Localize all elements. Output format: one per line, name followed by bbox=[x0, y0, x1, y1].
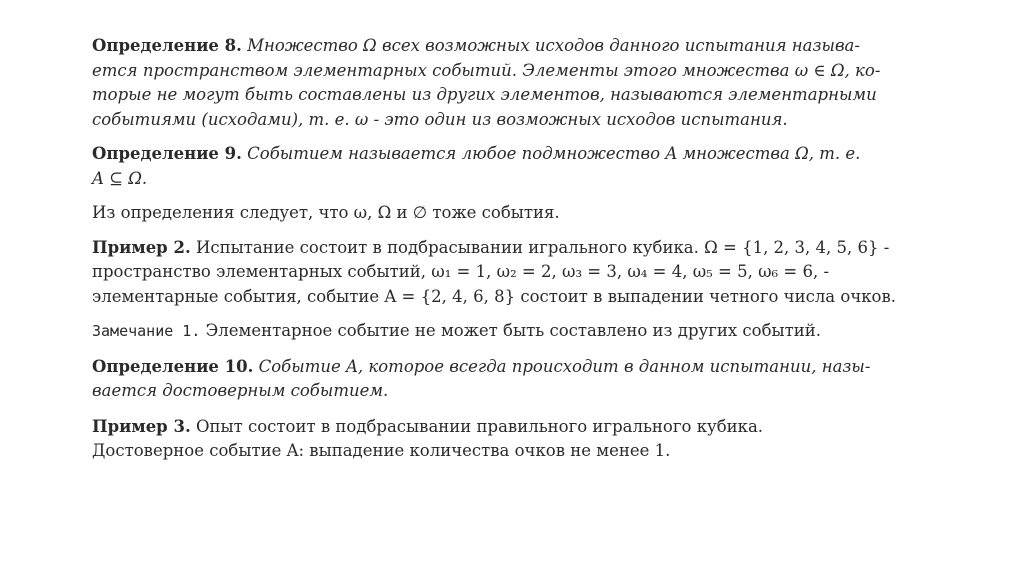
definition-10-line-1: Событие A, которое всегда происходит в данном испытании, назы- bbox=[258, 356, 871, 376]
remark-1-text: Элементарное событие не может быть составлено из других событий. bbox=[205, 321, 822, 340]
consequence-note bbox=[92, 201, 952, 226]
definition-10-label: Определение 10. bbox=[92, 356, 254, 376]
definition-8-line-2: ется пространством элементарных событий. Элементы этого множества ω ∈ Ω, ко- bbox=[92, 60, 881, 80]
definition-8 bbox=[92, 34, 952, 132]
example-3-line-2: Достоверное событие A: выпадение количества очков не менее 1. bbox=[92, 441, 671, 460]
example-3-label: Пример 3. bbox=[92, 416, 191, 436]
definition-8-label: Определение 8. bbox=[92, 36, 242, 55]
definition-8-line-1: Множество Ω всех возможных исходов данного испытания называ- bbox=[247, 36, 860, 55]
consequence-note-text: Из определения следует, что ω, Ω и ∅ тоже события. bbox=[92, 203, 560, 222]
definition-9 bbox=[92, 142, 952, 191]
example-2 bbox=[92, 236, 952, 310]
definition-9-label: Определение 9. bbox=[92, 144, 242, 163]
definition-10-line-2: вается достоверным событием. bbox=[92, 381, 389, 400]
example-2-line-2: пространство элементарных событий, ω₁ = 1, ω₂ = 2, ω₃ = 3, ω₄ = 4, ω₅ = 5, ω₆ = 6, - bbox=[92, 262, 830, 281]
document-page bbox=[92, 34, 952, 464]
example-2-label: Пример 2. bbox=[92, 237, 191, 257]
definition-8-line-3: торые не могут быть составлены из других элементов, называются элементарными bbox=[92, 85, 877, 104]
definition-9-line-1: Событием называется любое подмножество A множества Ω, т. е. bbox=[247, 144, 861, 163]
remark-1-label: Замечание 1. bbox=[92, 322, 201, 340]
example-3 bbox=[92, 415, 952, 464]
definition-9-line-2: A ⊆ Ω. bbox=[92, 168, 148, 188]
example-2-line-3: элементарные события, событие A = {2, 4, 6, 8} состоит в выпадении четного числа очков. bbox=[92, 286, 897, 306]
example-2-line-1: Испытание состоит в подбрасывании игрального кубика. Ω = {1, 2, 3, 4, 5, 6} - bbox=[195, 237, 890, 257]
example-3-line-1: Опыт состоит в подбрасывании правильного игрального кубика. bbox=[195, 416, 764, 436]
remark-1 bbox=[92, 319, 952, 344]
definition-10 bbox=[92, 355, 952, 404]
definition-8-line-4: событиями (исходами), т. е. ω - это один из возможных исходов испытания. bbox=[92, 109, 788, 129]
